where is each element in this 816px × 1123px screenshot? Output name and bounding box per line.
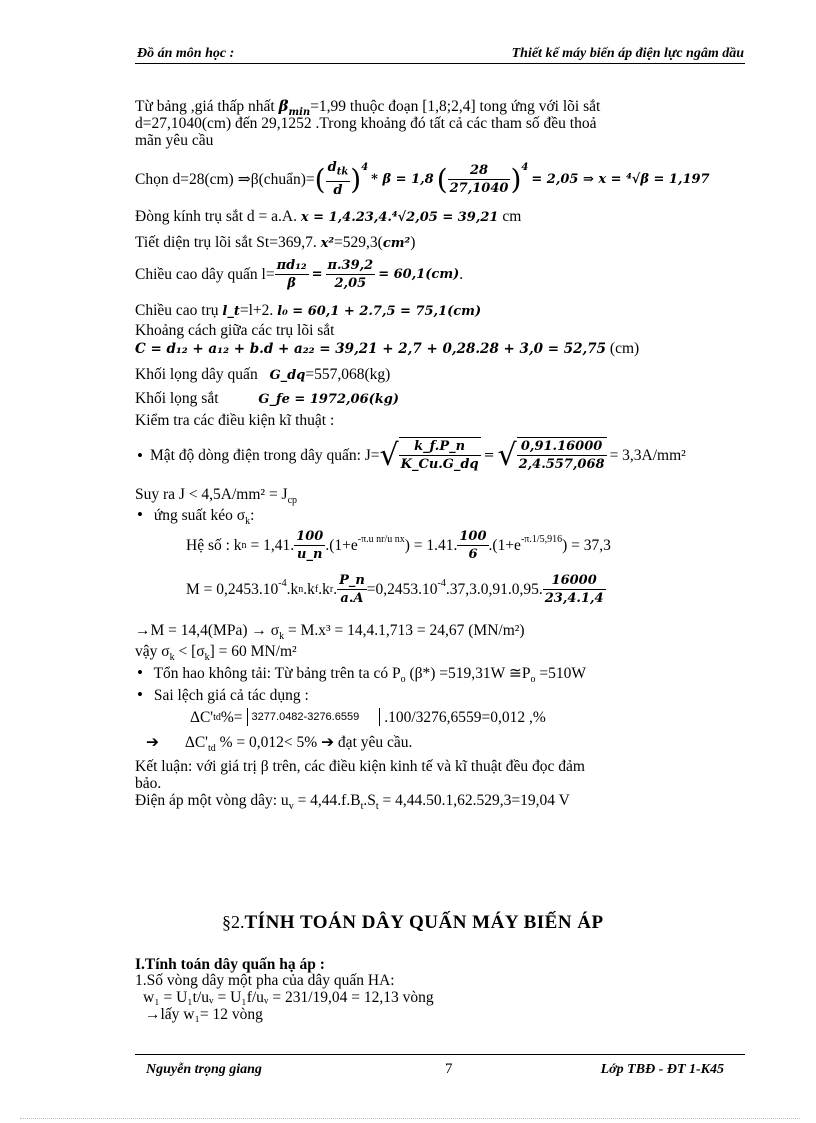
m-e: .: [333, 580, 338, 598]
he-so-mid1: .(1+e: [325, 536, 358, 554]
tiet-dien-unit: cm²: [382, 236, 411, 251]
m-result-a: →M = 14,4(MPa) → σ: [135, 622, 280, 639]
header-left: Đồ án môn học :: [137, 46, 235, 61]
arrow-result-sub: td: [207, 743, 216, 755]
m-result-rest: = M.x³ = 14,4.1,713 = 24,67 (MN/m²): [284, 622, 525, 639]
ket-luan-line-2: bảo.: [135, 775, 162, 792]
m-b: .k: [286, 580, 299, 598]
khoang-cach-formula-line: [135, 340, 639, 358]
dien-ap-sub3: t: [375, 801, 379, 813]
ton-hao-line: [137, 664, 586, 688]
chieu-cao-tru-mid: =l+2.: [239, 302, 274, 319]
mat-do-line: [137, 432, 686, 478]
delta-c-b: %=: [220, 708, 243, 726]
tiet-dien-val: =529,3(: [334, 234, 383, 251]
ton-hao-end: =510W: [535, 665, 587, 682]
m-d: .k: [318, 580, 330, 598]
delta-c-sub: td: [213, 711, 221, 723]
vay-rest: ] = 60 MN/m²: [209, 643, 297, 660]
he-so-mid3: .(1+e: [488, 536, 521, 554]
khoi-luong-sat-line: [135, 390, 399, 408]
he-so-label: Hệ số : k: [186, 536, 242, 554]
page-edge-dots: [20, 1118, 800, 1119]
he-so-sub: n: [241, 539, 247, 551]
delta-c-line: [190, 708, 546, 726]
m-b2: n: [298, 583, 304, 595]
tiet-dien-x2: x²: [320, 236, 335, 251]
m-g: .37,3.0,91.0,95.: [445, 580, 543, 598]
arrow-icon: ➔: [146, 734, 159, 751]
vay-line: [135, 643, 297, 666]
tiet-dien-line: [135, 234, 415, 252]
sai-lech-text: Sai lệch giá cả tác dụng :: [153, 687, 309, 704]
arrow-result-line: [146, 734, 412, 757]
m-exp1: -4: [278, 577, 287, 589]
dien-ap-line: [135, 792, 570, 815]
line-2: d=27,1040(cm) đến 29,1252 .Trong khoảng đó tất cả các tham số đều thoả: [135, 115, 597, 132]
ton-hao-sub2: o: [530, 674, 536, 686]
vay-sub: k: [169, 652, 175, 664]
duong-kinh-text: Đòng kính trụ sắt d = a.A.: [135, 208, 298, 225]
section-number: §2.: [222, 912, 245, 932]
m-result-line: [135, 622, 525, 645]
line-1-rest: =1,99 thuộc đoạn [1,8;2,4] tong ứng với lõi sắt: [310, 98, 601, 115]
m-frac-1: $\frac{P\_n}{a.A}$: [339, 572, 365, 606]
vay-mid: < [σ: [174, 643, 205, 660]
he-so-frac-1: $\frac{100}{u\_n}$: [296, 528, 324, 562]
ket-luan-line-1: Kết luận: với giá trị β trên, các điều kiện kinh tế và kĩ thuật đều đọc đảm: [135, 758, 585, 775]
khoi-luong-dq-text: Khối lọng dây quấn: [135, 366, 258, 383]
khoi-luong-dq-symbol: G_dq: [269, 368, 306, 383]
duong-kinh-formula: x = 1,4.23,4.⁴√2,05 = 39,21: [300, 210, 499, 225]
chieu-cao-dq-formula: $\frac{\text{πd₁₂}}{\beta}$ = $\frac{\pi.39,2}{2,05}$ = 60,1(cm): [276, 257, 460, 291]
header-right: Thiết kế máy biến áp điện lực ngâm dầu: [511, 46, 744, 61]
chieu-cao-tru-formula: l₀ = 60,1 + 2.7,5 = 75,1(cm): [277, 304, 482, 319]
dien-ap-d: = 4,44.50.1,62.529,3=19,04 V: [378, 792, 570, 809]
beta-symbol: $\beta_{min}$: [278, 97, 311, 118]
khoang-cach-formula: C = d₁₂ + a₁₂ + b.d + a₂₂ = 39,21 + 2,7 + 0,28.28 + 3,0 = 52,75: [135, 341, 607, 357]
vay-sub2: k: [204, 652, 210, 664]
footer-right: Lớp TBĐ - ĐT 1-K45: [600, 1062, 724, 1077]
arrow-result-c: % = 0,012< 5% ➔ đạt yêu cầu.: [215, 734, 413, 751]
ung-suat-sub: k: [245, 516, 251, 528]
kiem-tra-line: Kiểm tra các điều kiện kĩ thuật :: [135, 412, 335, 429]
khoang-cach-unit: (cm): [609, 340, 640, 357]
chieu-cao-tru-line: [135, 302, 481, 320]
delta-c-box: 3277.0482-3276.6559: [247, 708, 381, 726]
m-frac-2: $\frac{16000}{23,4.1,4}$: [544, 572, 604, 606]
suy-ra-text: Suy ra J < 4,5A/mm² = J: [135, 486, 288, 503]
section-title: TÍNH TOÁN DÂY QUẤN MÁY BIẾN ÁP: [244, 912, 604, 933]
khoang-cach-line: Khoảng cách giữa các trụ lõi sắt: [135, 322, 335, 339]
m-formula-line: [186, 566, 606, 612]
m-f: =0,2453.10: [366, 580, 438, 598]
arrow-result-b: ΔC': [184, 734, 208, 751]
khoi-luong-sat-text: Khối lọng sắt: [135, 390, 219, 407]
he-so-mid2: ) = 1.41.: [404, 536, 458, 554]
sai-lech-line: [137, 686, 309, 704]
mat-do-result: = 3,3A/mm²: [609, 446, 686, 464]
chon-formula: ( $\frac{d_{tk}}{d}$ ) $^4$ * β = 1,8 ( $\frac{28}{27,1040}$ ) $^4$ = 2,05 ⇒ x = ⁴√β = 1,197: [314, 160, 710, 198]
ton-hao-rest: (β*) =519,31W ≅P: [405, 665, 531, 682]
ung-suat-end: :: [250, 507, 255, 524]
page-number: 7: [445, 1061, 453, 1077]
chon-prefix: Chọn d=28(cm): [135, 170, 234, 188]
footer-left: Nguyễn trọng giang: [146, 1062, 262, 1077]
vay-a: vậy σ: [135, 643, 170, 660]
tiet-dien-close: ): [410, 234, 416, 251]
subsection-line-1: 1.Số vòng dây một pha của dây quấn HA:: [135, 972, 395, 989]
khoi-luong-dq-line: [135, 366, 390, 384]
duong-kinh-line: [135, 208, 521, 226]
subsection-line-2: w₁ = U₁t/uᵥ = U₁f/uᵥ = 231/19,04 = 12,13 vòng: [143, 989, 434, 1006]
mat-do-text: • Mật độ dòng điện trong dây quấn: J=: [149, 446, 380, 464]
khoi-luong-sat-formula: G_fe = 1972,06(kg): [258, 392, 400, 407]
footer-rule: [135, 1054, 745, 1055]
he-so-b: = 1,41.: [250, 536, 295, 554]
section-heading: [222, 912, 604, 934]
m-c2: f: [314, 583, 319, 595]
mat-do-formula: √ $\frac{k\_f.P\_n}{K\_Cu.G\_dq}$ = √ $\frac{0,91.16000}{2,4.557,068}$: [379, 437, 605, 473]
chieu-cao-tru-lt: l_t: [222, 304, 240, 319]
chon-line: [135, 156, 710, 202]
subsection-title: I.Tính toán dây quấn hạ áp :: [135, 956, 325, 973]
chieu-cao-dq-line: Chiều cao dây quấn l= $\frac{\text{πd₁₂}}{\beta}$ = $\frac{\pi.39,2}{2,05}$ = 60,1(cm) .: [135, 257, 464, 291]
tiet-dien-text: Tiết diện trụ lõi sắt St=369,7.: [135, 234, 317, 251]
header-rule: [135, 63, 745, 64]
dien-ap-c: .S: [363, 792, 376, 809]
ung-suat-text: ứng suất kéo σ: [153, 507, 246, 524]
chieu-cao-tru-text: Chiều cao trụ: [135, 302, 219, 319]
m-result-sub: k: [279, 631, 285, 643]
m-d2: r: [329, 583, 334, 595]
duong-kinh-unit: cm: [502, 208, 522, 225]
subsection-line-3: →lấy w₁= 12 vòng: [145, 1006, 263, 1023]
suy-ra-sub: cp: [287, 495, 298, 507]
dien-ap-sub: v: [288, 801, 294, 813]
he-so-line: [186, 522, 611, 568]
he-so-result: ) = 37,3: [562, 536, 611, 554]
m-exp2: -4: [437, 577, 446, 589]
he-so-exp2: -π.1/5,916: [520, 533, 563, 545]
m-c: .k: [303, 580, 315, 598]
dien-ap-sub2: t: [360, 801, 364, 813]
ton-hao-sub: o: [400, 674, 406, 686]
dien-ap-a: Điện áp một vòng dây: u: [135, 792, 289, 809]
delta-c-c: .100/3276,6559=0,012 ,%: [384, 708, 546, 726]
ton-hao-a: Tổn hao không tải: Từ bảng trên ta có P: [153, 665, 401, 682]
he-so-frac-2: $\frac{100}{6}$: [459, 528, 487, 562]
line-3: mãn yêu cầu: [135, 132, 214, 149]
delta-c-a: ΔC': [190, 708, 214, 726]
khoi-luong-dq-val: =557,068(kg): [305, 366, 391, 383]
he-so-exp1: -π.u nr/u nx: [357, 533, 405, 545]
line-1-text: Từ bảng ,giá thấp nhất: [135, 98, 275, 115]
chieu-cao-dq-text: Chiều cao dây quấn l=: [135, 265, 275, 283]
chon-beta: ⇒β(chuẩn)=: [237, 170, 315, 188]
m-a: M = 0,2453.10: [186, 580, 279, 598]
dien-ap-b: = 4,44.f.B: [293, 792, 361, 809]
